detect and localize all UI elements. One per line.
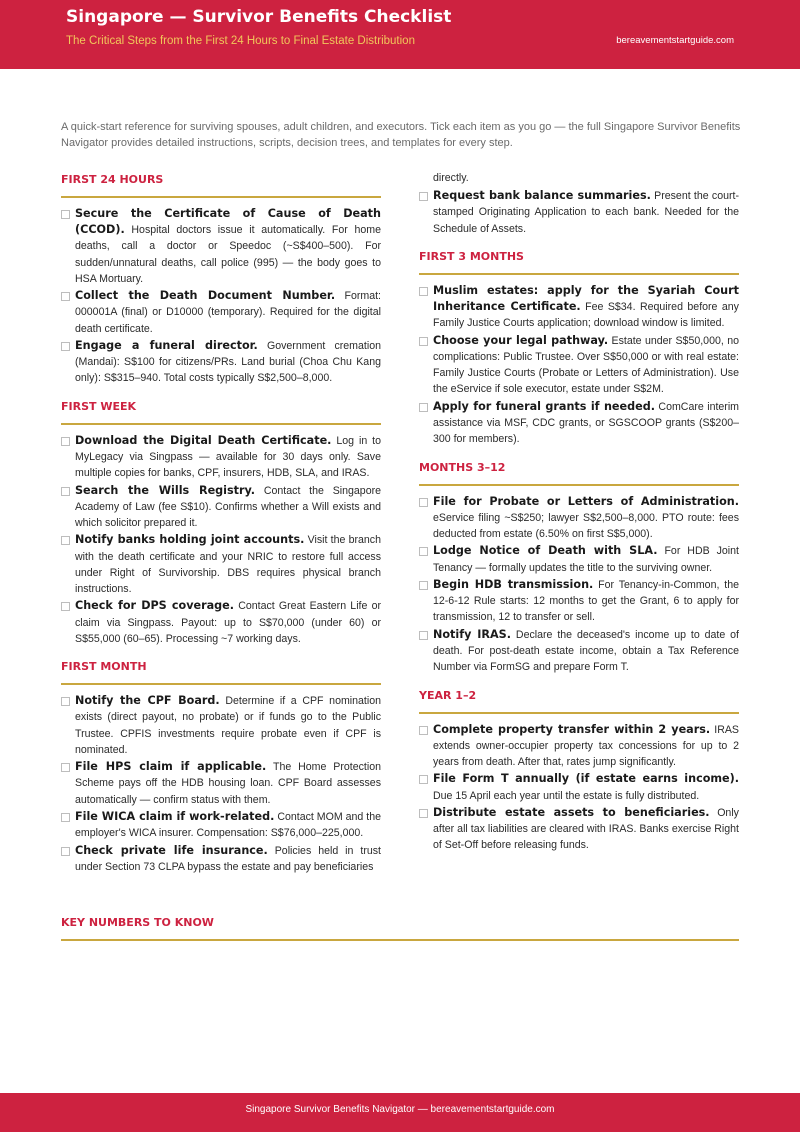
checkbox[interactable] bbox=[61, 487, 70, 496]
checkbox[interactable] bbox=[419, 631, 428, 640]
item-title: Secure the Certificate of Cause of Death (CCOD). bbox=[75, 207, 381, 237]
item-title: Check private life insurance. bbox=[75, 843, 268, 857]
item-title: Download the Digital Death Certificate. bbox=[75, 433, 332, 447]
checklist-item bbox=[61, 338, 381, 387]
checklist-item bbox=[61, 483, 381, 532]
item-title: Apply for funeral grants if needed. bbox=[433, 399, 655, 413]
item-text: ComCare interim assistance via MSF, CDC grants, or SGSCOOP grants (S$200–300 for members). bbox=[433, 400, 739, 446]
item-title: File WICA claim if work-related. bbox=[75, 809, 275, 823]
page-title: Singapore — Survivor Benefits Checklist bbox=[66, 7, 452, 27]
checkbox[interactable] bbox=[61, 536, 70, 545]
checkbox[interactable] bbox=[61, 342, 70, 351]
checklist-item bbox=[419, 399, 739, 448]
item-title: Collect the Death Document Number. bbox=[75, 289, 336, 303]
checklist-item bbox=[419, 188, 739, 237]
item-title: Lodge Notice of Death with SLA. bbox=[433, 544, 658, 558]
section-title-year-1-2: YEAR 1–2 bbox=[419, 688, 477, 702]
item-text: Policies held in trust under Section 73 CLPA bypass the estate and pay beneficiaries bbox=[75, 844, 381, 873]
item-text: The Home Protection Scheme pays off the HDB housing loan. CPF Board assesses automatically — confirm status with them. bbox=[75, 761, 381, 806]
intro-text: A quick-start reference for surviving spouses, adult children, and executors. Tick each item as you go — the full Singapore Survivor Benefits Navigator provides detailed instructions, scripts, decision trees, and templates for every step. bbox=[61, 121, 741, 149]
item-title: Choose your legal pathway. bbox=[433, 333, 609, 347]
item-title: Muslim estates: apply for the Syariah Court Inheritance Certificate. bbox=[433, 284, 739, 314]
checklist-item bbox=[61, 693, 381, 758]
section-title-months-3-12: MONTHS 3–12 bbox=[419, 460, 506, 474]
header-banner bbox=[0, 0, 800, 69]
checkbox[interactable] bbox=[61, 847, 70, 856]
item-text: Format: 000001A (final) or D10000 (temporary). Required for the digital death certificate. bbox=[75, 290, 381, 335]
item-text: Contact MOM and the employer's WICA insurer. Compensation: S$76,000–225,000. bbox=[75, 810, 381, 840]
checklist-item bbox=[419, 494, 739, 543]
section-divider bbox=[61, 196, 381, 198]
item-title: File for Probate or Letters of Administration. bbox=[433, 494, 739, 508]
checklist-item bbox=[61, 843, 381, 875]
item-text: Estate under S$50,000, no complications: Public Trustee. Over S$50,000 or with real estate: Family Justice Courts (Probate or Letters of Administration). Use the eService if sole executor, estate under S$2M. bbox=[433, 334, 739, 396]
section-title-first-month: FIRST MONTH bbox=[61, 660, 147, 674]
item-text: Visit the branch with the death certificate and your NRIC to restore full access under Right of Survivorship. DBS requires physical branch instructions. bbox=[75, 534, 381, 595]
item-text: Contact Great Eastern Life or claim via Singpass. Payout: up to S$70,000 (under 60) or S$55,000 (60–65). Processing ~7 working days. bbox=[75, 600, 381, 645]
checkbox[interactable] bbox=[419, 809, 428, 818]
checkbox[interactable] bbox=[61, 697, 70, 706]
item-text: For HDB Joint Tenancy — formally updates the title to the surviving owner. bbox=[433, 545, 739, 574]
page-subtitle: The Critical Steps from the First 24 Hours to Final Estate Distribution bbox=[66, 35, 415, 47]
section-title-first-3-months: FIRST 3 MONTHS bbox=[419, 250, 524, 263]
right-column bbox=[419, 170, 739, 855]
checklist-item bbox=[419, 805, 739, 854]
item-text: Fee S$34. Required before any Family Justice Courts application; download window is limited. bbox=[433, 301, 739, 330]
item-title: Complete property transfer within 2 years. bbox=[433, 722, 711, 736]
checkbox[interactable] bbox=[419, 547, 428, 556]
site-url[interactable]: bereavementstartguide.com bbox=[616, 35, 734, 46]
checklist-item bbox=[61, 532, 381, 597]
item-text: Declare the deceased's income up to date of death. For post-death estate income, obtain a Tax Reference Number via FormSG and prepare Form T. bbox=[433, 628, 739, 674]
item-title: Request bank balance summaries. bbox=[433, 189, 651, 203]
checkbox[interactable] bbox=[61, 292, 70, 301]
item-text: Present the court-stamped Originating Application to each bank. Needed for the Schedule of Assets. bbox=[433, 190, 739, 235]
footer-text: Singapore Survivor Benefits Navigator — bereavementstartguide.com bbox=[245, 1104, 555, 1115]
item-title: Check for DPS coverage. bbox=[75, 599, 234, 613]
checkbox[interactable] bbox=[419, 726, 428, 735]
item-text: Hospital doctors issue it automatically. For home deaths, call a doctor or Speedoc (~S$400–500). For sudden/unnatural deaths, call police (995) — the body goes to HSA Mortuary. bbox=[75, 224, 381, 285]
item-title: Begin HDB transmission. bbox=[433, 577, 594, 591]
checkbox[interactable] bbox=[419, 287, 428, 296]
checklist-item bbox=[419, 543, 739, 575]
item-text: Only after all tax liabilities are cleared with IRAS. Banks exercise Right of Set-Off before releasing funds. bbox=[433, 806, 739, 852]
checkbox[interactable] bbox=[61, 763, 70, 772]
section-divider bbox=[419, 484, 739, 486]
checkbox[interactable] bbox=[419, 498, 428, 507]
item-title: Notify IRAS. bbox=[433, 627, 511, 641]
key-numbers-section bbox=[61, 913, 739, 949]
item-title: File Form T annually (if estate earns income). bbox=[433, 772, 739, 786]
section-title-key-numbers: KEY NUMBERS TO KNOW bbox=[61, 916, 214, 929]
checklist-item bbox=[419, 333, 739, 398]
checklist-item bbox=[61, 433, 381, 482]
item-text: For Tenancy-in-Common, the 12-6-12 Rule starts: 12 months to get the Grant, 6 to apply for transmission, 12 to transfer or sell. bbox=[433, 578, 739, 624]
section-divider bbox=[61, 683, 381, 685]
item-title: Distribute estate assets to beneficiaries. bbox=[433, 805, 710, 819]
item-title: File HPS claim if applicable. bbox=[75, 760, 267, 774]
checkbox[interactable] bbox=[419, 403, 428, 412]
item-title: Notify banks holding joint accounts. bbox=[75, 533, 305, 547]
checklist-item bbox=[419, 771, 739, 803]
item-text: Determine if a CPF nomination exists (direct payout, no probate) or if funds go to the Public Trustee. CPFIS investments require probate even if CPF is nominated. bbox=[75, 695, 381, 756]
section-divider bbox=[61, 939, 739, 941]
checkbox[interactable] bbox=[419, 192, 428, 201]
section-divider bbox=[419, 712, 739, 714]
checkbox[interactable] bbox=[419, 581, 428, 590]
section-divider bbox=[419, 273, 739, 275]
checklist-item bbox=[419, 627, 739, 676]
checklist-item bbox=[419, 722, 739, 771]
left-column bbox=[61, 170, 381, 876]
item-text: Government cremation (Mandai): S$100 for citizens/PRs. Land burial (Choa Chu Kang only): S$315–940. Total costs typically S$2,500–8,000. bbox=[75, 340, 381, 385]
item-title: Search the Wills Registry. bbox=[75, 483, 256, 497]
checkbox[interactable] bbox=[61, 210, 70, 219]
item-text: Contact the Singapore Academy of Law (fee S$10). Confirms whether a Will exists and which solicitor prepared it. bbox=[75, 484, 382, 529]
checklist-item bbox=[61, 598, 381, 647]
checklist-item bbox=[61, 288, 381, 337]
checklist-item bbox=[61, 206, 381, 287]
checklist-item bbox=[61, 809, 381, 841]
item-continued-text: directly. bbox=[433, 172, 469, 184]
checklist-item bbox=[419, 283, 739, 332]
item-text: Due 15 April each year until the estate is fully distributed. bbox=[433, 789, 700, 802]
section-divider bbox=[61, 423, 381, 425]
item-text: Log in to MyLegacy via Singpass — available for 30 days only. Save multiple copies for banks, CPF, insurers, HDB, SLA, and IRAS. bbox=[75, 434, 381, 480]
item-title: Engage a funeral director. bbox=[75, 339, 258, 352]
checkbox[interactable] bbox=[419, 337, 428, 346]
item-title: Notify the CPF Board. bbox=[75, 694, 220, 708]
section-title-first-week: FIRST WEEK bbox=[61, 399, 137, 413]
section-title-first-24-hours: FIRST 24 HOURS bbox=[61, 173, 164, 186]
checklist-item bbox=[419, 577, 739, 626]
checkbox[interactable] bbox=[61, 813, 70, 822]
item-text: eService filing ~S$250; lawyer S$2,500–8,000. PTO route: fees deducted from estate (6.50% on first S$5,000). bbox=[433, 511, 739, 540]
checkbox[interactable] bbox=[419, 775, 428, 784]
checklist-item bbox=[61, 759, 381, 808]
item-text: IRAS extends owner-occupier property tax concessions for up to 2 years from death. After that, rates jump significantly. bbox=[433, 723, 739, 768]
checkbox[interactable] bbox=[61, 602, 70, 611]
checkbox[interactable] bbox=[61, 437, 70, 446]
footer-banner bbox=[0, 1093, 800, 1132]
